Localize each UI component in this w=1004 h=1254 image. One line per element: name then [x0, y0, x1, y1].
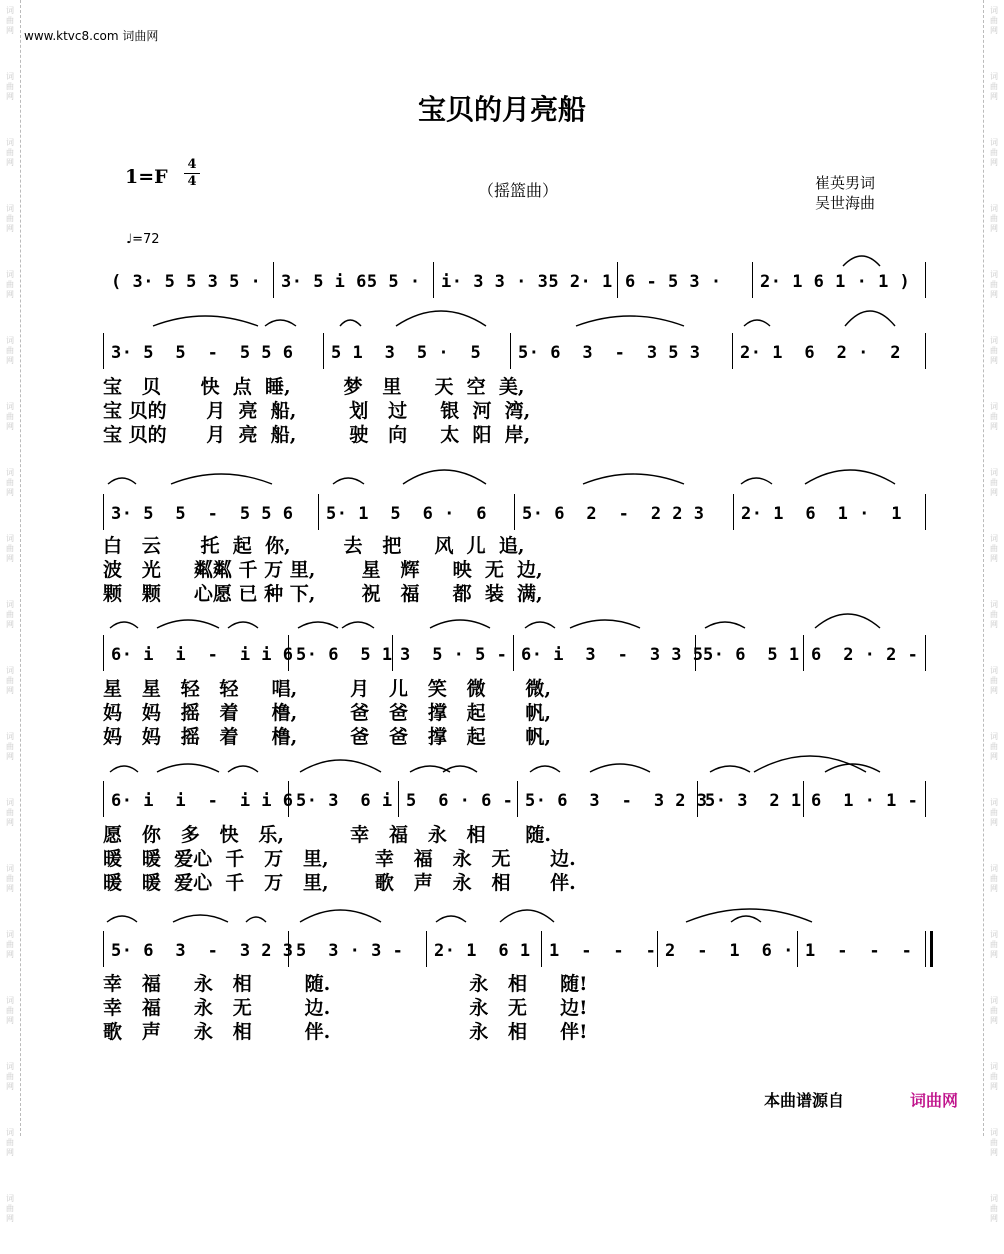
lyric-line: 妈 妈 摇 着 橹, 爸 爸 撑 起 帆, — [103, 702, 551, 724]
watermark-text: 词 曲 网 — [990, 204, 998, 233]
time-signature-bottom: 4 — [187, 174, 197, 189]
bar-line — [288, 931, 289, 967]
lyric-line: 宝 贝 快 点 睡, 梦 里 天 空 美, — [103, 376, 525, 398]
watermark-text: 词 曲 网 — [990, 996, 998, 1025]
bar-line — [510, 333, 511, 369]
watermark-text: 词 曲 网 — [6, 468, 14, 497]
measure-notes: 5 6 · 6 - — [406, 791, 514, 811]
watermark-text: 词 曲 网 — [6, 336, 14, 365]
measure-notes: 2 - 1 6 · — [665, 941, 794, 961]
bar-line — [288, 781, 289, 817]
bar-line — [398, 781, 399, 817]
site-url: www.ktvc8.com 词曲网 — [24, 29, 159, 43]
music-line — [0, 931, 1004, 971]
measure-notes: 6 - 5 3 · — [625, 272, 722, 292]
lyric-line: 宝 贝的 月 亮 船, 划 过 银 河 湾, — [103, 400, 531, 422]
bar-line — [103, 781, 104, 817]
lyric-line: 幸 福 永 相 随. 永 相 随! — [103, 973, 588, 995]
watermark-text: 词 曲 网 — [6, 402, 14, 431]
measure-notes: 2· 1 6 2 · 2 — [740, 343, 902, 363]
bar-line — [426, 931, 427, 967]
measure-notes: 2· 1 6 1 · 1 — [741, 504, 903, 524]
watermark-text: 词 曲 网 — [6, 666, 14, 695]
measure-notes: 2· 1 6 1 · 1 ) — [760, 272, 911, 292]
bar-line — [925, 333, 926, 369]
watermark-text: 词 曲 网 — [6, 864, 14, 893]
measure-notes: 5 1 3 5 · 5 — [331, 343, 482, 363]
bar-line — [803, 635, 804, 671]
bar-line — [513, 635, 514, 671]
measure-notes: 3 5 · 5 - — [400, 645, 508, 665]
measure-notes: 5· 6 3 - 3 5 3 — [518, 343, 701, 363]
bar-line — [433, 262, 434, 298]
music-line — [0, 262, 1004, 302]
watermark-text: 词 曲 网 — [6, 204, 14, 233]
bar-line — [657, 931, 658, 967]
measure-notes: 5· 6 3 - 3 2 3 — [525, 791, 708, 811]
watermark-text: 词 曲 网 — [990, 72, 998, 101]
bar-line — [925, 262, 926, 298]
measure-notes: 5 3 · 3 - — [296, 941, 404, 961]
music-line — [0, 333, 1004, 373]
measure-notes: i· 3 3 · 35 2· 1 — [441, 272, 613, 292]
watermark-text: 词 曲 网 — [6, 6, 14, 35]
time-signature — [184, 158, 200, 189]
footer-brand[interactable]: 词曲网 — [910, 1091, 959, 1110]
lyric-line: 愿 你 多 快 乐, 幸 福 永 相 随. — [103, 824, 551, 846]
bar-line — [617, 262, 618, 298]
bar-line — [323, 333, 324, 369]
watermark-text: 词 曲 网 — [6, 1128, 14, 1157]
footer-source-label: 本曲谱源自 — [764, 1091, 845, 1110]
measure-notes: 5· 6 5 1 — [703, 645, 800, 665]
watermark-text: 词 曲 网 — [6, 534, 14, 563]
measure-notes: 5· 6 3 - 3 2 3 — [111, 941, 294, 961]
lyric-line: 宝 贝的 月 亮 船, 驶 向 太 阳 岸, — [103, 424, 531, 446]
bar-line — [514, 494, 515, 530]
watermark-text: 词 曲 网 — [6, 930, 14, 959]
bar-line — [797, 931, 798, 967]
watermark-text: 词 曲 网 — [6, 1194, 14, 1223]
bar-line — [925, 781, 926, 817]
measure-notes: 5· 6 5 1 — [296, 645, 393, 665]
lyric-line: 白 云 托 起 你, 去 把 风 儿 追, — [103, 535, 525, 557]
bar-line — [517, 781, 518, 817]
bar-line — [925, 931, 926, 967]
bar-line — [103, 635, 104, 671]
watermark-text: 词 曲 网 — [990, 864, 998, 893]
measure-notes: ( 3· 5 5 3 5 · — [111, 272, 262, 292]
measure-notes: 6 1 · 1 - — [811, 791, 919, 811]
watermark-text: 词 曲 网 — [990, 798, 998, 827]
watermark-text: 词 曲 网 — [6, 1062, 14, 1091]
watermark-text: 词 曲 网 — [6, 270, 14, 299]
bar-line — [695, 635, 696, 671]
bar-line — [541, 931, 542, 967]
watermark-text: 词 曲 网 — [990, 468, 998, 497]
final-bar-line — [930, 931, 933, 967]
lyric-line: 妈 妈 摇 着 橹, 爸 爸 撑 起 帆, — [103, 726, 551, 748]
tempo-mark: ♩=72 — [126, 232, 160, 247]
watermark-text: 词 曲 网 — [990, 270, 998, 299]
bar-line — [732, 333, 733, 369]
watermark-text: 词 曲 网 — [6, 600, 14, 629]
lyric-line: 暖 暖 爱心 千 万 里, 歌 声 永 相 伴. — [103, 872, 576, 894]
watermark-text: 词 曲 网 — [990, 600, 998, 629]
measure-notes: 5· 3 2 1 — [705, 791, 802, 811]
bar-line — [288, 635, 289, 671]
lyric-line: 歌 声 永 相 伴. 永 相 伴! — [103, 1021, 588, 1043]
watermark-text: 词 曲 网 — [6, 798, 14, 827]
bar-line — [925, 635, 926, 671]
watermark-text: 词 曲 网 — [990, 138, 998, 167]
measure-notes: 3· 5 5 - 5 5 6 — [111, 343, 294, 363]
watermark-text: 词 曲 网 — [990, 666, 998, 695]
music-line — [0, 781, 1004, 821]
watermark-text: 词 曲 网 — [990, 1128, 998, 1157]
right-watermark-column — [987, 0, 1001, 1254]
bar-line — [318, 494, 319, 530]
measure-notes: 6· i i - i i 6 — [111, 791, 294, 811]
watermark-text: 词 曲 网 — [990, 1194, 998, 1223]
measure-notes: 2· 1 6 1 — [434, 941, 531, 961]
bar-line — [733, 494, 734, 530]
measure-notes: 1 - - - — [805, 941, 913, 961]
bar-line — [103, 931, 104, 967]
watermark-text: 词 曲 网 — [6, 72, 14, 101]
measure-notes: 6 2 · 2 - — [811, 645, 919, 665]
watermark-text: 词 曲 网 — [990, 336, 998, 365]
song-title: 宝贝的月亮船 — [417, 93, 586, 126]
measure-notes: 5· 3 6 i — [296, 791, 393, 811]
watermark-text: 词 曲 网 — [990, 534, 998, 563]
music-line — [0, 635, 1004, 675]
lyric-line: 暖 暖 爱心 千 万 里, 幸 福 永 无 边. — [103, 848, 576, 870]
composer: 吴世海曲 — [815, 194, 876, 212]
bar-line — [697, 781, 698, 817]
bar-line — [925, 494, 926, 530]
lyric-line: 幸 福 永 无 边. 永 无 边! — [103, 997, 588, 1019]
measure-notes: 5· 1 5 6 · 6 — [326, 504, 488, 524]
measure-notes: 1 - - - — [549, 941, 657, 961]
left-watermark-column — [3, 0, 17, 1254]
bar-line — [752, 262, 753, 298]
measure-notes: 6· i i - i i 6 — [111, 645, 294, 665]
measure-notes: 6· i 3 - 3 3 5 — [521, 645, 704, 665]
watermark-text: 词 曲 网 — [990, 402, 998, 431]
lyricist: 崔英男词 — [815, 174, 876, 192]
lyric-line: 颗 颗 心愿 已 种 下, 祝 福 都 装 满, — [103, 583, 543, 605]
watermark-text: 词 曲 网 — [6, 732, 14, 761]
bar-line — [103, 494, 104, 530]
watermark-text: 词 曲 网 — [6, 138, 14, 167]
lyric-line: 星 星 轻 轻 唱, 月 儿 笑 微 微, — [103, 678, 551, 700]
bar-line — [103, 333, 104, 369]
subtitle: （摇篮曲） — [478, 181, 559, 200]
measure-notes: 5· 6 2 - 2 2 3 — [522, 504, 705, 524]
bar-line — [392, 635, 393, 671]
watermark-text: 词 曲 网 — [990, 930, 998, 959]
bar-line — [273, 262, 274, 298]
key-signature: 1=F — [125, 166, 168, 188]
music-line — [0, 494, 1004, 534]
watermark-text: 词 曲 网 — [990, 6, 998, 35]
measure-notes: 3· 5 5 - 5 5 6 — [111, 504, 294, 524]
watermark-text: 词 曲 网 — [6, 996, 14, 1025]
lyric-line: 波 光 粼粼 千 万 里, 星 辉 映 无 边, — [103, 559, 543, 581]
watermark-text: 词 曲 网 — [990, 732, 998, 761]
bar-line — [803, 781, 804, 817]
time-signature-top: 4 — [187, 157, 197, 172]
watermark-text: 词 曲 网 — [990, 1062, 998, 1091]
measure-notes: 3· 5 i 65 5 · — [281, 272, 421, 292]
